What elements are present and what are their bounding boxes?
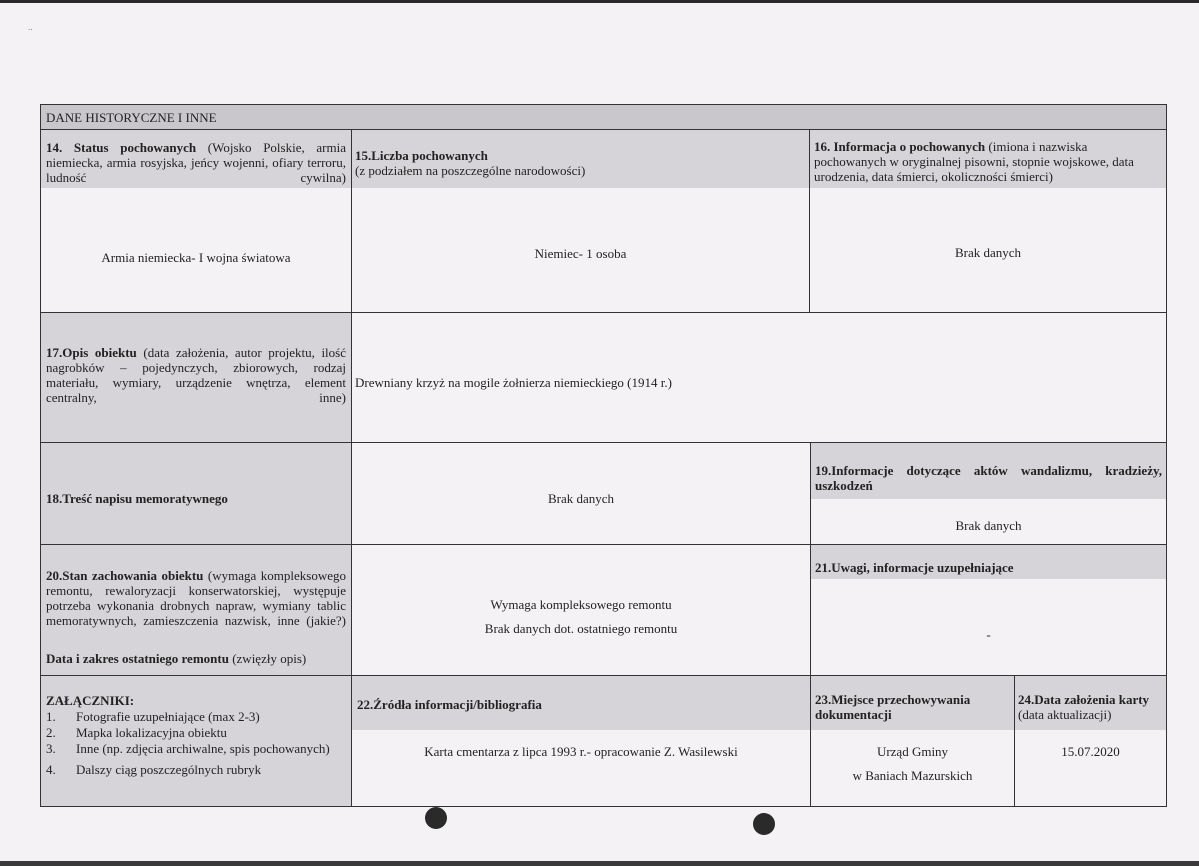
attachment-item: 3. Inne (np. zdjęcia archiwalne, spis pochowanych) <box>46 741 330 756</box>
field-20-value-cell <box>351 544 811 676</box>
field-16-cell <box>809 129 1167 313</box>
field-18-value-cell <box>351 442 811 545</box>
field-15-value: Niemiec- 1 osoba <box>534 246 627 261</box>
attachments-list <box>46 709 346 778</box>
page-mark: .. <box>28 22 33 32</box>
field-20-sub-label: Data i zakres ostatniego remontu (zwięzły opis) <box>46 651 307 666</box>
attachments-title: ZAŁĄCZNIKI: <box>46 693 135 708</box>
field-21-value: - <box>986 627 991 642</box>
field-19-cell <box>810 442 1167 545</box>
field-24-label: 24.Data założenia karty (data aktualizacji) <box>1018 692 1150 722</box>
punch-hole <box>425 807 447 829</box>
field-18-value: Brak danych <box>547 491 615 506</box>
field-21-cell <box>810 544 1167 676</box>
field-15-label: 15.Liczba pochowanych (z podziałem na poszczególne narodowości) <box>355 148 586 178</box>
field-23-cell <box>810 675 1015 807</box>
attachment-item: 1. Fotografie uzupełniające (max 2-3) <box>46 709 260 724</box>
field-17-label: 17.Opis obiektu (data założenia, autor projektu, ilość nagrobków – pojedynczych, zbiorowych, rodzaj materiału, wymiary, urządzenie wnętrza, element centralny, inne) <box>46 345 346 405</box>
section-title: DANE HISTORYCZNE I INNE <box>46 110 217 125</box>
field-23-value-2: w Baniach Mazurskich <box>852 768 973 783</box>
top-edge <box>0 0 1199 3</box>
field-23-value-1: Urząd Gminy <box>876 744 949 759</box>
attachment-item: 4. Dalszy ciąg poszczególnych rubryk <box>46 762 262 777</box>
field-22-label: 22.Źródła informacji/bibliografia <box>357 697 542 712</box>
attachment-item: 2. Mapka lokalizacyjna obiektu <box>46 725 227 740</box>
field-22-cell <box>351 675 811 807</box>
field-21-label: 21.Uwagi, informacje uzupełniające <box>815 560 1014 575</box>
field-14-cell <box>40 129 352 313</box>
field-14-label: 14. Status pochowanych (Wojsko Polskie, armia niemiecka, armia rosyjska, jeńcy wojenni, ofiary terroru, ludność cywilna) <box>46 140 346 185</box>
field-18-cell <box>40 442 352 545</box>
field-19-value: Brak danych <box>955 518 1022 533</box>
field-24-value: 15.07.2020 <box>1061 744 1120 759</box>
field-15-cell <box>351 129 810 313</box>
bottom-edge <box>0 861 1199 866</box>
field-20-label: 20.Stan zachowania obiektu (wymaga kompleksowego remontu, rewaloryzacji konserwatorskiej, występuje potrzeba wykonania drobnych napraw, wymiany tablic memoratywnych, zamieszczenia nazwisk, inne (jakie?) <box>46 568 346 628</box>
field-14-value: Armia niemiecka- I wojna światowa <box>101 250 291 265</box>
field-19-label: 19.Informacje dotyczące aktów wandalizmu, kradzieży, uszkodzeń <box>815 463 1162 493</box>
field-23-label: 23.Miejsce przechowywania dokumentacji <box>815 692 971 722</box>
field-17-value-cell <box>351 312 1167 443</box>
section-header <box>40 104 1167 130</box>
field-20-value-1: Wymaga kompleksowego remontu <box>490 597 672 612</box>
field-17-cell <box>40 312 352 443</box>
attachments-cell <box>40 675 352 807</box>
punch-hole <box>753 813 775 835</box>
field-17-value: Drewniany krzyż na mogile żołnierza niemieckiego (1914 r.) <box>355 375 672 390</box>
field-22-value: Karta cmentarza z lipca 1993 r.- opracowanie Z. Wasilewski <box>424 744 738 759</box>
field-16-value: Brak danych <box>954 245 1022 260</box>
field-24-cell <box>1014 675 1167 807</box>
field-16-label: 16. Informacja o pochowanych (imiona i nazwiska pochowanych w oryginalnej pisowni, stopnie wojskowe, data urodzenia, data śmierci, okoliczności śmierci) <box>814 139 1134 184</box>
field-20-cell <box>40 544 352 676</box>
field-20-value-2: Brak danych dot. ostatniego remontu <box>484 621 678 636</box>
field-18-label: 18.Treść napisu memoratywnego <box>46 491 228 506</box>
